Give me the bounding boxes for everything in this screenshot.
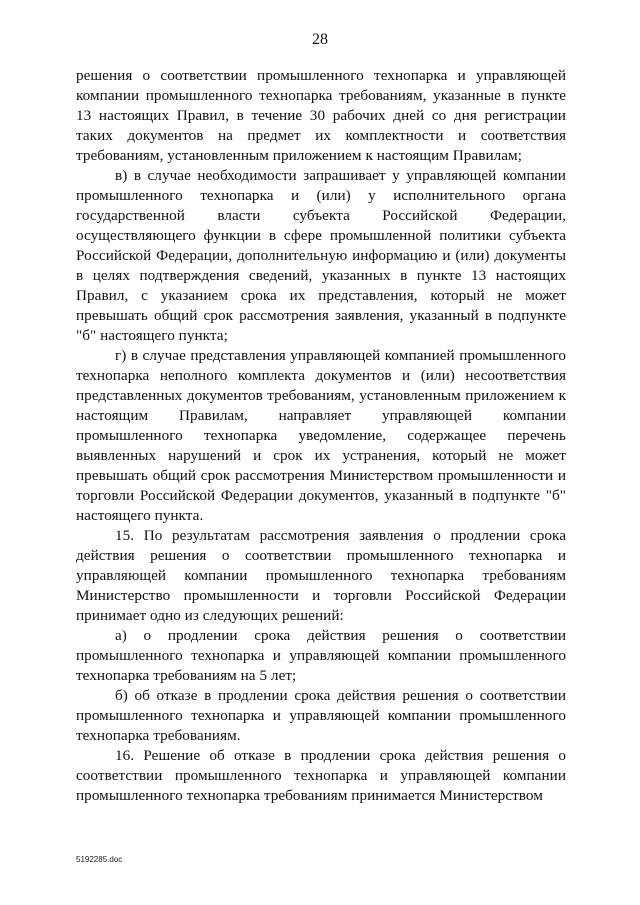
document-body [76,66,566,806]
page-number: 28 [312,31,328,48]
paragraph-subitem-v: в) в случае необходимости запрашивает у управляющей компании промышленного технопарка и (или) у исполнительного органа государственной власти субъекта Российской Федерации, осуществляющего функции в сфере промышленной политики субъекта Российской Федерации, дополнительную информацию и (или) документы в целях подтверждения сведений, указанных в пункте 13 настоящих Правил, с указанием срока их представления, который не может превышать общий срок рассмотрения заявления, указанный в подпункте "б" настоящего пункта; [76,167,566,344]
paragraph-item-16: 16. Решение об отказе в продлении срока действия решения о соответствии промышленного технопарка и управляющей компании промышленного технопарка требованиям принимается Министерством [76,747,566,804]
paragraph-subitem-b: б) об отказе в продлении срока действия решения о соответствии промышленного технопарка и управляющей компании промышленного технопарка требованиям. [76,687,566,744]
paragraph-continuation: решения о соответствии промышленного технопарка и управляющей компании промышленного технопарка требованиям, указанные в пункте 13 настоящих Правил, в течение 30 рабочих дней со дня регистрации таких документов на предмет их комплектности и соответствия требованиям, установленным приложением к настоящим Правилам; [76,67,566,164]
paragraph-subitem-g: г) в случае представления управляющей компанией промышленного технопарка неполного комплекта документов и (или) несоответствия представленных документов требованиям, установленным приложением к настоящим Правилам, направляет управляющей компании промышленного технопарка уведомление, содержащее перечень выявленных нарушений и срок их устранения, который не может превышать общий срок рассмотрения Министерством промышленности и торговли Российской Федерации документов, указанный в подпункте "б" настоящего пункта. [76,347,566,524]
paragraph-item-15: 15. По результатам рассмотрения заявления о продлении срока действия решения о соответствии промышленного технопарка и управляющей компании промышленного технопарка требованиям Министерство промышленности и торговли Российской Федерации принимает одно из следующих решений: [76,527,566,624]
document-file-code: 5192285.doc [76,855,123,864]
paragraph-subitem-a: а) о продлении срока действия решения о соответствии промышленного технопарка и управляющей компании промышленного технопарка требованиям на 5 лет; [76,627,566,684]
